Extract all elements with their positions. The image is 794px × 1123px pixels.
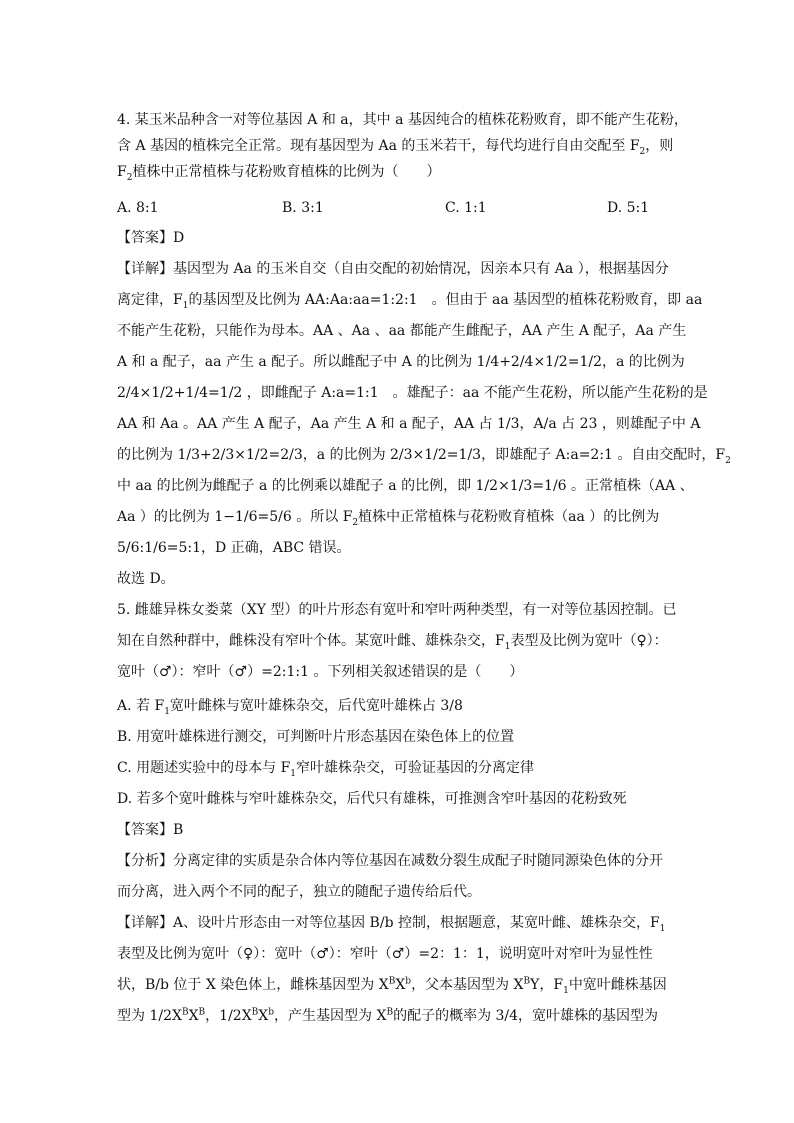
q5-detail-1: 【详解】A、设叶片形态由一对等位基因 B/b 控制，根据题意，某宽叶雌、雄株杂交，$F_1$ xyxy=(117,915,666,934)
q4-analysis-6: AA 和 Aa 。AA 产生 A 配子，Aa 产生 A 和 a 配子，AA 占 1/3，A/a 占 23 ，则雄配子中 A xyxy=(117,416,701,432)
q4-analysis-4: A 和 a 配子，aa 产生 a 配子。所以雌配子中 A 的比例为 1/4+2/4×1/2=1/2，a 的比例为 xyxy=(117,354,685,370)
q4-option-a: A. 8:1 xyxy=(117,200,159,216)
q5-stem-line-2: 知在自然种群中，雌株没有窄叶个体。某宽叶雌、雄株杂交，$F_1$表型及比例为宽叶（♀）： xyxy=(117,633,668,652)
q5-detail-3: 状，B/b 位于 X 染色体上，雌株基因型为 $X^BX^b$，父本基因型为 $X^BY$，$F_1$中宽叶雌株基因 xyxy=(117,976,667,996)
q5-fenxi-2: 而分离，进入两个不同的配子，独立的随配子遗传给后代。 xyxy=(117,884,481,900)
q5-detail-2: 表型及比例为宽叶（♀）：宽叶（♂）：窄叶（♂）=2：1：1，说明宽叶对窄叶为显性性 xyxy=(117,946,653,962)
q4-stem-line-2: 含 A 基因的植株完全正常。现有基因型为 Aa 的玉米若干，每代均进行自由交配至 $F_2$，则 xyxy=(117,138,674,157)
q4-stem-line-1: 4. 某玉米品种含一对等位基因 A 和 a，其中 a 基因纯合的植株花粉败育，即不能产生花粉， xyxy=(117,112,688,128)
q4-option-d: D. 5:1 xyxy=(607,200,650,216)
q5-option-b: B. 用宽叶雄株进行测交，可判断叶片形态基因在染色体上的位置 xyxy=(117,729,515,745)
q5-stem-line-1: 5. 雌雄异株女娄菜（XY 型）的叶片形态有宽叶和窄叶两种类型，有一对等位基因控制。已 xyxy=(117,602,677,618)
q5-option-c: C. 用题述实验中的母本与 $F_1$窄叶雄株杂交，可验证基因的分离定律 xyxy=(117,760,535,779)
q5-stem-line-3: 宽叶（♂）：窄叶（♂）=2:1:1 。下列相关叙述错误的是（ ） xyxy=(117,664,524,680)
q4-analysis-1: 【详解】基因型为 Aa 的玉米自交（自由交配的初始情况，因亲本只有 Aa ），根据基因分 xyxy=(117,261,669,277)
q4-option-c: C. 1:1 xyxy=(445,200,487,216)
q5-detail-4: 型为 $1/2X^BX^B$，$1/2X^BX^b$，产生基因型为 $X^B$的配子的概率为 3/4，宽叶雄株的基因型为 xyxy=(117,1007,659,1024)
q4-analysis-2: 离定律，$F_1$的基因型及比例为 AA:Aa:aa=1:2:1 。但由于 aa 基因型的植株花粉败育，即 aa xyxy=(117,292,703,311)
q4-analysis-9: Aa ）的比例为 1−1/6=5/6 。所以 $F_2$植株中正常植株与花粉败育植株（aa ）的比例为 xyxy=(117,509,660,528)
q4-conclusion: 故选 D。 xyxy=(117,571,175,587)
q5-fenxi-1: 【分析】分离定律的实质是杂合体内等位基因在减数分裂生成配子时随同源染色体的分开 xyxy=(117,853,663,869)
q4-analysis-8: 中 aa 的比例为雌配子 a 的比例乘以雄配子 a 的比例，即 1/2×1/3=1/6 。正常植株（AA 、 xyxy=(117,478,694,494)
q4-option-b: B. 3:1 xyxy=(282,200,324,216)
q4-analysis-3: 不能产生花粉，只能作为母本。AA 、Aa 、aa 都能产生雌配子，AA 产生 A 配子，Aa 产生 xyxy=(117,323,687,339)
q4-analysis-10: 5/6:1/6=5:1，D 正确，ABC 错误。 xyxy=(117,540,351,556)
q5-answer: 【答案】B xyxy=(117,822,184,838)
q4-analysis-7: 的比例为 1/3+2/3×1/2=2/3，a 的比例为 2/3×1/2=1/3，即雄配子 A:a=2:1 。自由交配时，$F_2$ xyxy=(117,447,731,466)
q5-option-a: A. 若 $F_1$宽叶雌株与宽叶雄株杂交，后代宽叶雄株占 3/8 xyxy=(117,698,463,717)
q4-answer: 【答案】D xyxy=(117,230,185,246)
q4-analysis-5: 2/4×1/2+1/4=1/2 ，即雌配子 A:a=1:1 。雄配子：aa 不能产生花粉，所以能产生花粉的是 xyxy=(117,385,708,401)
q5-option-d: D. 若多个宽叶雌株与窄叶雄株杂交，后代只有雄株，可推测含窄叶基因的花粉致死 xyxy=(117,791,627,807)
q4-stem-line-3: $F_2$植株中正常植株与花粉败育植株的比例为（ ） xyxy=(117,164,441,183)
